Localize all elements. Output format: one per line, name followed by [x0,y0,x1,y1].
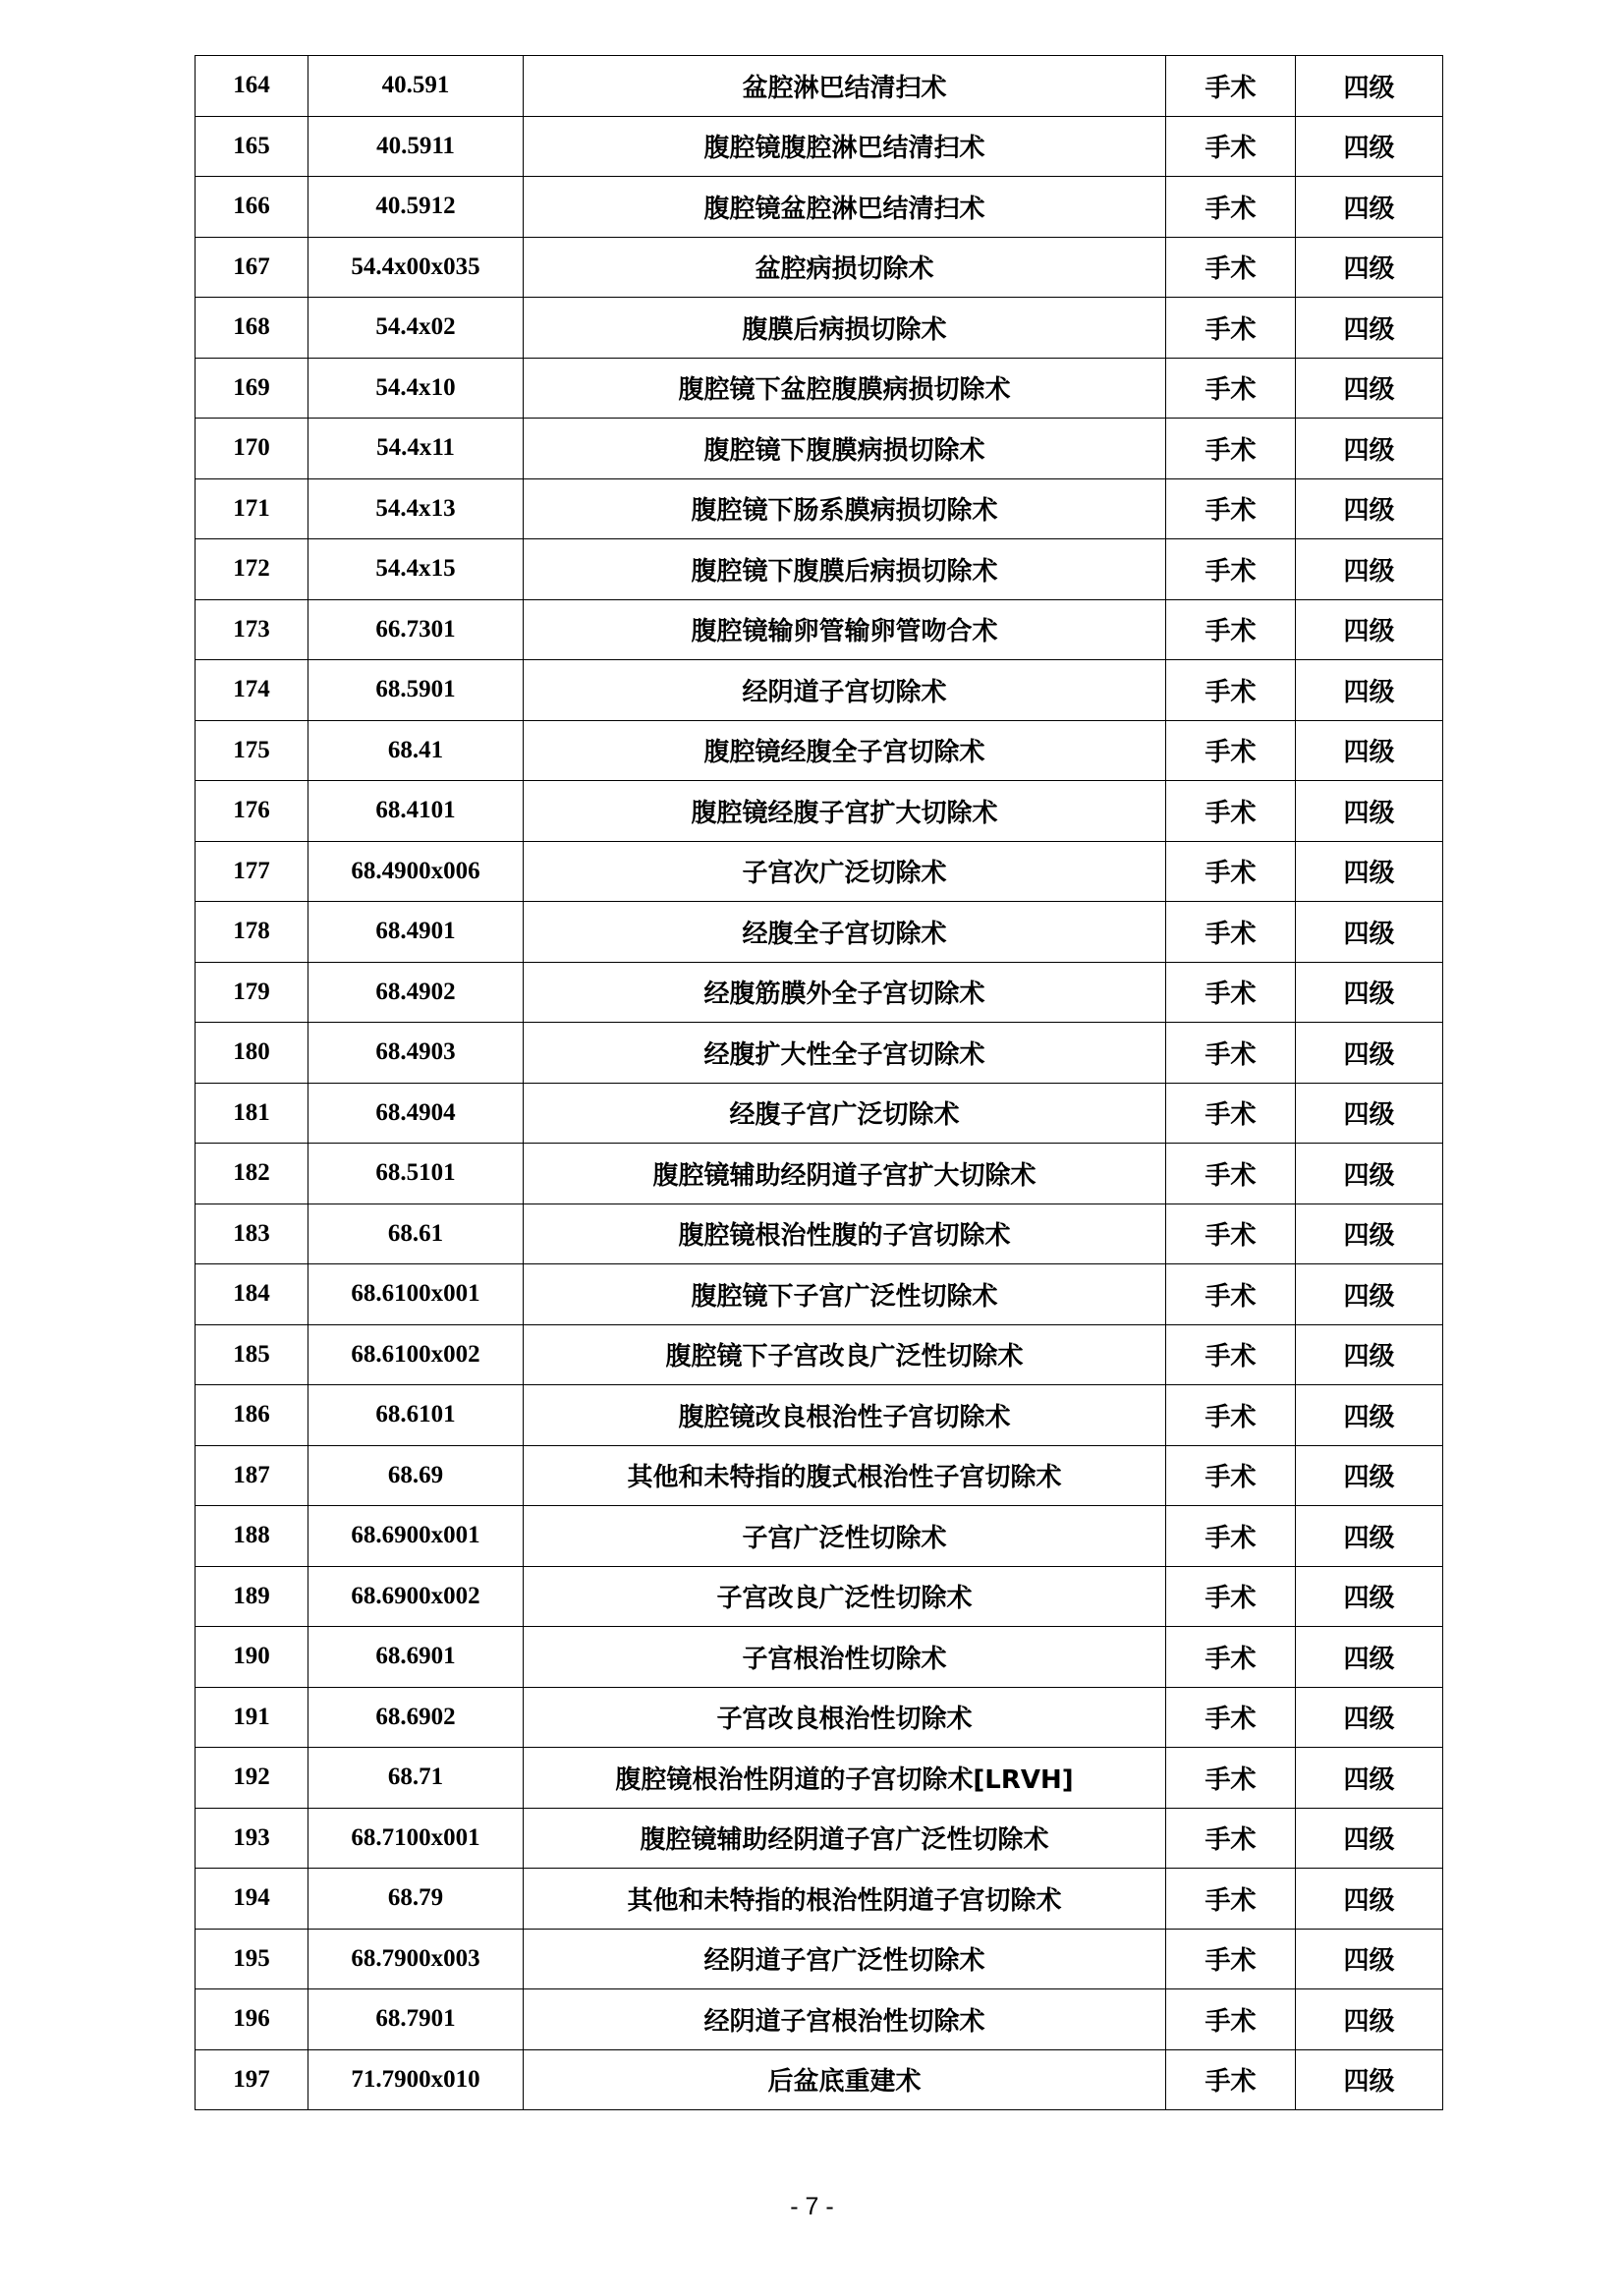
page-number: - 7 - [790,2193,834,2220]
procedure-level-cell: 四级 [1296,539,1443,600]
row-number-cell: 185 [196,1324,308,1385]
row-number-cell: 196 [196,1989,308,2050]
procedure-level-cell: 四级 [1296,902,1443,963]
row-number-cell: 167 [196,237,308,298]
procedure-name-cell: 腹腔镜下腹膜病损切除术 [524,419,1166,479]
row-number-cell: 177 [196,841,308,902]
table-row [196,116,1443,177]
table-row [196,1023,1443,1084]
procedure-name-cell: 腹腔镜下子宫改良广泛性切除术 [524,1324,1166,1385]
procedure-code-cell: 68.79 [308,1869,524,1930]
procedure-level-cell: 四级 [1296,116,1443,177]
procedure-type-cell: 手术 [1166,1023,1296,1084]
procedure-name-cell: 其他和未特指的根治性阴道子宫切除术 [524,1869,1166,1930]
table-row [196,962,1443,1023]
procedure-name-cell: 子宫根治性切除术 [524,1627,1166,1688]
procedure-code-cell: 54.4x10 [308,358,524,419]
procedure-type-cell: 手术 [1166,1324,1296,1385]
row-number-cell: 168 [196,298,308,359]
procedure-level-cell: 四级 [1296,1385,1443,1446]
procedure-type-cell: 手术 [1166,1144,1296,1204]
row-number-cell: 191 [196,1687,308,1748]
procedure-code-cell: 68.6902 [308,1687,524,1748]
procedure-type-cell: 手术 [1166,1264,1296,1325]
procedure-level-cell: 四级 [1296,1687,1443,1748]
table-row [196,1324,1443,1385]
procedure-type-cell: 手术 [1166,539,1296,600]
row-number-cell: 194 [196,1869,308,1930]
procedure-name-cell: 腹腔镜腹腔淋巴结清扫术 [524,116,1166,177]
procedure-code-cell: 54.4x02 [308,298,524,359]
procedure-code-cell: 68.4101 [308,781,524,842]
procedure-level-cell: 四级 [1296,720,1443,781]
procedure-code-cell: 68.6900x002 [308,1566,524,1627]
procedure-name-cell: 经阴道子宫广泛性切除术 [524,1929,1166,1989]
row-number-cell: 171 [196,478,308,539]
row-number-cell: 173 [196,599,308,660]
row-number-cell: 166 [196,177,308,238]
procedure-code-cell: 71.7900x010 [308,2049,524,2110]
row-number-cell: 180 [196,1023,308,1084]
procedure-type-cell: 手术 [1166,660,1296,721]
procedure-level-cell: 四级 [1296,1203,1443,1264]
procedure-code-cell: 68.6100x002 [308,1324,524,1385]
procedure-code-cell: 54.4x15 [308,539,524,600]
procedure-level-cell: 四级 [1296,1989,1443,2050]
table-row [196,478,1443,539]
procedure-level-cell: 四级 [1296,841,1443,902]
procedure-type-cell: 手术 [1166,116,1296,177]
procedure-level-cell: 四级 [1296,1869,1443,1930]
procedure-level-cell: 四级 [1296,1748,1443,1809]
procedure-level-cell: 四级 [1296,781,1443,842]
procedure-code-cell: 68.6100x001 [308,1264,524,1325]
procedure-level-cell: 四级 [1296,962,1443,1023]
table-row [196,1445,1443,1506]
procedure-name-cell: 后盆底重建术 [524,2049,1166,2110]
procedure-code-cell: 68.4901 [308,902,524,963]
procedure-code-cell: 54.4x11 [308,419,524,479]
table-row [196,902,1443,963]
table-row [196,781,1443,842]
table-row [196,841,1443,902]
procedure-level-cell: 四级 [1296,177,1443,238]
procedure-level-cell: 四级 [1296,419,1443,479]
procedure-type-cell: 手术 [1166,298,1296,359]
procedure-type-cell: 手术 [1166,1989,1296,2050]
row-number-cell: 181 [196,1083,308,1144]
procedure-type-cell: 手术 [1166,478,1296,539]
procedure-level-cell: 四级 [1296,1324,1443,1385]
table-row [196,1748,1443,1809]
row-number-cell: 164 [196,56,308,117]
row-number-cell: 188 [196,1506,308,1567]
procedure-type-cell: 手术 [1166,358,1296,419]
procedure-type-cell: 手术 [1166,841,1296,902]
procedure-type-cell: 手术 [1166,1869,1296,1930]
procedure-name-cell: 腹腔镜根治性阴道的子宫切除术[LRVH] [524,1748,1166,1809]
procedure-level-cell: 四级 [1296,1264,1443,1325]
procedure-code-cell: 40.5911 [308,116,524,177]
row-number-cell: 165 [196,116,308,177]
procedure-type-cell: 手术 [1166,177,1296,238]
procedure-level-cell: 四级 [1296,56,1443,117]
procedure-code-cell: 68.6101 [308,1385,524,1446]
row-number-cell: 183 [196,1203,308,1264]
procedure-code-cell: 68.41 [308,720,524,781]
procedure-level-cell: 四级 [1296,2049,1443,2110]
table-row [196,56,1443,117]
table-row [196,1506,1443,1567]
table-row [196,599,1443,660]
procedure-name-cell: 盆腔淋巴结清扫术 [524,56,1166,117]
procedure-code-cell: 68.4900x006 [308,841,524,902]
table-row [196,1264,1443,1325]
procedure-name-cell: 腹腔镜辅助经阴道子宫扩大切除术 [524,1144,1166,1204]
procedure-code-cell: 68.71 [308,1748,524,1809]
row-number-cell: 178 [196,902,308,963]
procedure-level-cell: 四级 [1296,1083,1443,1144]
table-row [196,237,1443,298]
procedure-code-cell: 68.7901 [308,1989,524,2050]
table-row [196,1203,1443,1264]
table-row [196,660,1443,721]
procedure-name-cell: 腹腔镜下肠系膜病损切除术 [524,478,1166,539]
procedure-type-cell: 手术 [1166,1808,1296,1869]
table-row [196,539,1443,600]
procedure-code-cell: 68.69 [308,1445,524,1506]
procedure-type-cell: 手术 [1166,781,1296,842]
row-number-cell: 190 [196,1627,308,1688]
procedure-type-cell: 手术 [1166,2049,1296,2110]
procedure-name-cell: 腹腔镜根治性腹的子宫切除术 [524,1203,1166,1264]
procedure-code-cell: 68.4904 [308,1083,524,1144]
procedure-type-cell: 手术 [1166,419,1296,479]
procedure-code-cell: 54.4x00x035 [308,237,524,298]
procedure-code-cell: 68.7100x001 [308,1808,524,1869]
procedure-level-cell: 四级 [1296,599,1443,660]
row-number-cell: 192 [196,1748,308,1809]
procedure-level-cell: 四级 [1296,1445,1443,1506]
procedure-name-cell: 经阴道子宫切除术 [524,660,1166,721]
procedure-name-cell: 腹腔镜经腹全子宫切除术 [524,720,1166,781]
procedure-type-cell: 手术 [1166,599,1296,660]
procedure-type-cell: 手术 [1166,902,1296,963]
procedure-type-cell: 手术 [1166,1566,1296,1627]
procedure-level-cell: 四级 [1296,298,1443,359]
procedure-name-cell: 腹腔镜辅助经阴道子宫广泛性切除术 [524,1808,1166,1869]
row-number-cell: 195 [196,1929,308,1989]
table-row [196,1869,1443,1930]
row-number-cell: 169 [196,358,308,419]
procedure-name-cell: 子宫改良广泛性切除术 [524,1566,1166,1627]
procedure-name-cell: 子宫改良根治性切除术 [524,1687,1166,1748]
procedure-code-cell: 68.4902 [308,962,524,1023]
row-number-cell: 186 [196,1385,308,1446]
table-row [196,1144,1443,1204]
procedure-level-cell: 四级 [1296,1627,1443,1688]
procedure-type-cell: 手术 [1166,1687,1296,1748]
procedure-type-cell: 手术 [1166,962,1296,1023]
procedure-type-cell: 手术 [1166,1445,1296,1506]
table-row [196,358,1443,419]
procedure-code-cell: 68.6900x001 [308,1506,524,1567]
procedure-table-body [196,56,1443,2110]
procedure-code-cell: 68.61 [308,1203,524,1264]
procedure-name-cell: 经腹筋膜外全子宫切除术 [524,962,1166,1023]
procedure-code-cell: 68.7900x003 [308,1929,524,1989]
procedure-code-cell: 68.4903 [308,1023,524,1084]
procedure-type-cell: 手术 [1166,1506,1296,1567]
table-row [196,1083,1443,1144]
table-row [196,1989,1443,2050]
procedure-code-cell: 54.4x13 [308,478,524,539]
procedure-name-cell: 腹腔镜下子宫广泛性切除术 [524,1264,1166,1325]
procedure-code-cell: 68.5101 [308,1144,524,1204]
table-row [196,1385,1443,1446]
procedure-name-cell: 经腹全子宫切除术 [524,902,1166,963]
procedure-name-cell: 腹腔镜经腹子宫扩大切除术 [524,781,1166,842]
row-number-cell: 184 [196,1264,308,1325]
table-row [196,419,1443,479]
row-number-cell: 174 [196,660,308,721]
procedure-type-cell: 手术 [1166,1203,1296,1264]
procedure-type-cell: 手术 [1166,720,1296,781]
procedure-level-cell: 四级 [1296,1808,1443,1869]
table-row [196,1808,1443,1869]
procedure-code-cell: 40.5912 [308,177,524,238]
procedure-type-cell: 手术 [1166,1929,1296,1989]
row-number-cell: 179 [196,962,308,1023]
row-number-cell: 187 [196,1445,308,1506]
procedure-name-cell: 经阴道子宫根治性切除术 [524,1989,1166,2050]
procedure-level-cell: 四级 [1296,660,1443,721]
procedure-type-cell: 手术 [1166,1748,1296,1809]
procedure-type-cell: 手术 [1166,237,1296,298]
procedure-name-cell: 腹腔镜盆腔淋巴结清扫术 [524,177,1166,238]
procedure-name-cell: 子宫广泛性切除术 [524,1506,1166,1567]
procedure-code-cell: 40.591 [308,56,524,117]
procedure-level-cell: 四级 [1296,1144,1443,1204]
row-number-cell: 182 [196,1144,308,1204]
table-row [196,298,1443,359]
procedure-name-cell: 腹膜后病损切除术 [524,298,1166,359]
procedure-name-cell: 经腹扩大性全子宫切除术 [524,1023,1166,1084]
procedure-level-cell: 四级 [1296,1023,1443,1084]
table-row [196,2049,1443,2110]
table-row [196,1687,1443,1748]
procedure-level-cell: 四级 [1296,1929,1443,1989]
procedure-level-cell: 四级 [1296,358,1443,419]
procedure-name-cell: 经腹子宫广泛切除术 [524,1083,1166,1144]
procedure-name-cell: 腹腔镜改良根治性子宫切除术 [524,1385,1166,1446]
procedure-level-cell: 四级 [1296,1506,1443,1567]
row-number-cell: 172 [196,539,308,600]
procedure-name-cell: 子宫次广泛切除术 [524,841,1166,902]
procedure-code-cell: 68.5901 [308,660,524,721]
procedure-name-cell: 盆腔病损切除术 [524,237,1166,298]
row-number-cell: 189 [196,1566,308,1627]
row-number-cell: 175 [196,720,308,781]
procedure-level-cell: 四级 [1296,237,1443,298]
procedure-name-cell: 腹腔镜输卵管输卵管吻合术 [524,599,1166,660]
procedure-table [195,55,1443,2110]
table-row [196,1627,1443,1688]
row-number-cell: 193 [196,1808,308,1869]
table-row [196,720,1443,781]
table-row [196,1566,1443,1627]
procedure-type-cell: 手术 [1166,1627,1296,1688]
procedure-code-cell: 68.6901 [308,1627,524,1688]
row-number-cell: 176 [196,781,308,842]
procedure-level-cell: 四级 [1296,478,1443,539]
procedure-type-cell: 手术 [1166,56,1296,117]
procedure-name-cell: 腹腔镜下盆腔腹膜病损切除术 [524,358,1166,419]
procedure-type-cell: 手术 [1166,1385,1296,1446]
procedure-type-cell: 手术 [1166,1083,1296,1144]
procedure-code-cell: 66.7301 [308,599,524,660]
procedure-level-cell: 四级 [1296,1566,1443,1627]
row-number-cell: 170 [196,419,308,479]
table-row [196,177,1443,238]
row-number-cell: 197 [196,2049,308,2110]
table-row [196,1929,1443,1989]
procedure-name-cell: 其他和未特指的腹式根治性子宫切除术 [524,1445,1166,1506]
procedure-name-cell: 腹腔镜下腹膜后病损切除术 [524,539,1166,600]
